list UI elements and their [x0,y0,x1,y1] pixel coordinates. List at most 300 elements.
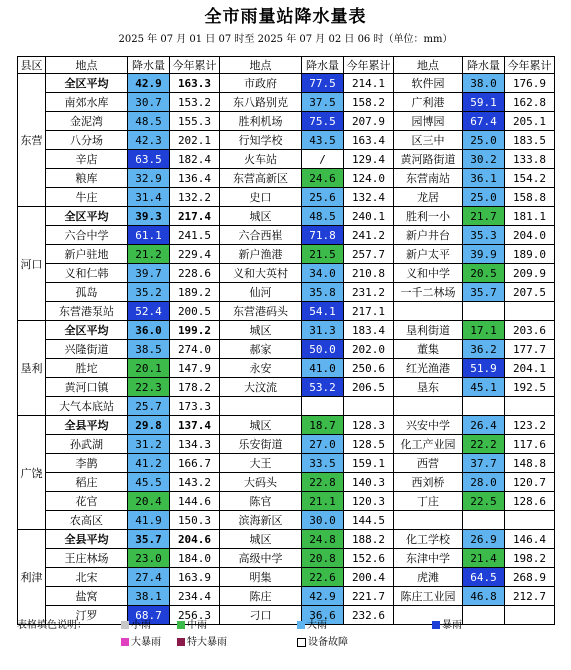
station-name-cell: 胜利机场 [220,112,302,131]
table-row [18,473,555,492]
rainfall-cell: 51.9 [463,359,505,378]
rainfall-cell: 45.5 [128,473,170,492]
year-total-cell: 134.3 [170,435,220,454]
year-total-cell: 184.0 [170,549,220,568]
year-total-cell: 182.4 [170,150,220,169]
year-total-cell: 163.3 [170,74,220,93]
year-total-cell: 250.6 [344,359,394,378]
header-cell: 地点 [220,57,302,74]
station-name-cell: 新户井台 [394,226,463,245]
table-header-row [18,57,555,74]
legend-item-heavy-rain: 大雨 [297,619,327,633]
heavy-rainstorm-swatch [121,638,129,646]
station-name-cell: 农高区 [46,511,128,530]
rainfall-cell: 42.9 [302,587,344,606]
year-total-cell: 132.2 [170,188,220,207]
rainfall-table [17,56,555,625]
rainfall-cell: 46.8 [463,587,505,606]
year-total-cell: 120.3 [344,492,394,511]
year-total-cell: 173.3 [170,397,220,416]
year-total-cell: 178.2 [170,378,220,397]
rainfall-cell: 35.2 [128,283,170,302]
year-total-cell: 146.4 [505,530,555,549]
legend-item-heavy-rainstorm: 大暴雨 [121,636,161,650]
year-total-cell: 207.5 [505,283,555,302]
rainfall-cell: 39.7 [128,264,170,283]
station-name-cell: 八分场 [46,131,128,150]
table-row [18,416,555,435]
rainfall-cell: 38.5 [128,340,170,359]
station-name-cell: 粮库 [46,169,128,188]
station-name-cell: 陈庄工业园 [394,587,463,606]
header-cell: 今年累计 [344,57,394,74]
rainfall-cell: 37.5 [302,93,344,112]
year-total-cell: 158.2 [344,93,394,112]
station-name-cell: 新户渔港 [220,245,302,264]
rainfall-cell: 35.7 [463,283,505,302]
table-row [18,169,555,188]
station-name-cell: 金泥湾 [46,112,128,131]
header-cell: 降水量 [128,57,170,74]
header-cell: 地点 [394,57,463,74]
table-row [18,530,555,549]
table-row [18,549,555,568]
station-name-cell: 胜利一小 [394,207,463,226]
station-name-cell: 大汶流 [220,378,302,397]
year-total-cell: 200.5 [170,302,220,321]
year-total-cell: 163.9 [170,568,220,587]
year-total-cell: 206.5 [344,378,394,397]
rainfall-cell: 41.0 [302,359,344,378]
year-total-cell: 123.2 [505,416,555,435]
rainfall-cell: / [302,150,344,169]
time-range-subtitle: 2025 年 07 月 01 日 07 时至 2025 年 07 月 02 日 06 时（单位：mm） [118,34,453,45]
table-row [18,226,555,245]
station-name-cell: 大气本底站 [46,397,128,416]
year-total-cell: 152.6 [344,549,394,568]
station-name-cell [394,511,463,530]
station-name-cell: 义和中学 [394,264,463,283]
year-total-cell: 177.7 [505,340,555,359]
station-name-cell: 高级中学 [220,549,302,568]
station-name-cell: 区三中 [394,131,463,150]
station-name-cell: 垦利街道 [394,321,463,340]
rainfall-cell: 20.4 [128,492,170,511]
rainfall-cell: 41.2 [128,454,170,473]
rainfall-cell: 21.2 [128,245,170,264]
station-name-cell: 园博园 [394,112,463,131]
station-name-cell: 东营港泵站 [46,302,128,321]
year-total-cell: 203.6 [505,321,555,340]
year-total-cell: 199.2 [170,321,220,340]
rainfall-cell: 29.8 [128,416,170,435]
year-total-cell: 183.5 [505,131,555,150]
station-name-cell: 虎滩 [394,568,463,587]
table-row [18,93,555,112]
table-row [18,378,555,397]
rainfall-cell: 27.4 [128,568,170,587]
rainfall-cell: 26.4 [463,416,505,435]
year-total-cell: 189.0 [505,245,555,264]
station-name-cell: 汀罗 [46,606,128,625]
station-name-cell: 义和大英村 [220,264,302,283]
year-total-cell: 158.8 [505,188,555,207]
station-name-cell: 西刘桥 [394,473,463,492]
rainfall-cell: 39.9 [463,245,505,264]
rainfall-cell: 31.4 [128,188,170,207]
year-total-cell: 217.1 [344,302,394,321]
rainfall-cell: 77.5 [302,74,344,93]
light-rain-swatch [121,621,129,629]
station-name-cell: 东营港码头 [220,302,302,321]
table-row [18,568,555,587]
station-name-cell: 城区 [220,321,302,340]
year-total-cell: 155.3 [170,112,220,131]
year-total-cell: 274.0 [170,340,220,359]
rainfall-cell [463,511,505,530]
year-total-cell: 205.1 [505,112,555,131]
rainfall-cell: 54.1 [302,302,344,321]
station-name-cell: 新户太平 [394,245,463,264]
year-total-cell: 204.1 [505,359,555,378]
station-name-cell: 乐安街道 [220,435,302,454]
year-total-cell: 148.8 [505,454,555,473]
rainfall-cell: 67.4 [463,112,505,131]
station-name-cell: 软件园 [394,74,463,93]
year-total-cell: 204.6 [170,530,220,549]
rainfall-cell: 25.0 [463,188,505,207]
table-row [18,511,555,530]
year-total-cell: 257.7 [344,245,394,264]
year-total-cell: 231.2 [344,283,394,302]
year-total-cell: 183.4 [344,321,394,340]
station-name-cell: 一千二林场 [394,283,463,302]
rainfall-cell: 20.8 [302,549,344,568]
rainfall-cell: 38.0 [463,74,505,93]
year-total-cell: 221.7 [344,587,394,606]
rainfall-cell: 20.5 [463,264,505,283]
year-total-cell: 124.0 [344,169,394,188]
year-total-cell: 128.5 [344,435,394,454]
page-title: 全市雨量站降水量表 [204,7,367,27]
station-name-cell: 刁口 [220,606,302,625]
station-name-cell: 广利港 [394,93,463,112]
equipment-fault-swatch [297,638,306,647]
rainfall-cell: 37.7 [463,454,505,473]
rainfall-cell: 21.1 [302,492,344,511]
table-row [18,454,555,473]
year-total-cell: 217.4 [170,207,220,226]
station-name-cell: 永安 [220,359,302,378]
rainfall-cell: 31.3 [302,321,344,340]
rainfall-cell: 31.2 [128,435,170,454]
rainfall-cell: 35.8 [302,283,344,302]
year-total-cell: 256.3 [170,606,220,625]
header-cell: 今年累计 [170,57,220,74]
year-total-cell: 228.6 [170,264,220,283]
year-total-cell: 210.8 [344,264,394,283]
station-name-cell: 全县平均 [46,530,128,549]
station-name-cell: 东营高新区 [220,169,302,188]
rainfall-cell: 35.3 [463,226,505,245]
rainfall-cell: 35.7 [128,530,170,549]
year-total-cell: 212.7 [505,587,555,606]
rainfall-cell: 36.6 [302,606,344,625]
station-name-cell: 胜坨 [46,359,128,378]
year-total-cell: 129.4 [344,150,394,169]
table-row [18,283,555,302]
rainfall-cell: 34.0 [302,264,344,283]
legend-item-light-rain: 小雨 [121,619,151,633]
station-name-cell: 王庄林场 [46,549,128,568]
legend-item-equipment-fault: 设备故障 [297,636,348,650]
rainfall-cell: 48.5 [302,207,344,226]
rainfall-cell: 53.2 [302,378,344,397]
rainfall-cell: 75.5 [302,112,344,131]
year-total-cell: 128.6 [505,492,555,511]
table-row [18,302,555,321]
year-total-cell: 204.0 [505,226,555,245]
table-row [18,435,555,454]
rainfall-cell: 42.3 [128,131,170,150]
station-name-cell: 孤岛 [46,283,128,302]
table-row [18,245,555,264]
station-name-cell: 城区 [220,530,302,549]
table-row [18,188,555,207]
station-name-cell: 全区平均 [46,321,128,340]
station-name-cell: 孙武湖 [46,435,128,454]
rainfall-cell: 22.2 [463,435,505,454]
station-name-cell: 大王 [220,454,302,473]
station-name-cell [394,302,463,321]
table-row [18,112,555,131]
rainfall-cell: 68.7 [128,606,170,625]
station-name-cell: 牛庄 [46,188,128,207]
table-row [18,264,555,283]
station-name-cell: 垦东 [394,378,463,397]
table-row [18,359,555,378]
rainfall-cell: 17.1 [463,321,505,340]
year-total-cell: 268.9 [505,568,555,587]
year-total-cell: 144.5 [344,511,394,530]
rainfall-cell [463,397,505,416]
station-name-cell: 东营南站 [394,169,463,188]
rainfall-cell: 50.0 [302,340,344,359]
station-name-cell: 北宋 [46,568,128,587]
year-total-cell: 132.4 [344,188,394,207]
legend-label: 表格填色说明： [17,620,87,631]
station-name-cell: 黄河路街道 [394,150,463,169]
rainfall-cell: 28.0 [463,473,505,492]
rainfall-cell: 25.6 [302,188,344,207]
year-total-cell: 232.6 [344,606,394,625]
year-total-cell: 207.9 [344,112,394,131]
year-total-cell: 200.4 [344,568,394,587]
table-row [18,207,555,226]
header-cell: 降水量 [463,57,505,74]
rainfall-cell: 39.3 [128,207,170,226]
station-name-cell: 六合西崔 [220,226,302,245]
year-total-cell: 214.1 [344,74,394,93]
rainfall-cell: 32.9 [128,169,170,188]
rainfall-cell: 41.9 [128,511,170,530]
year-total-cell: 209.9 [505,264,555,283]
rainfall-cell: 36.1 [463,169,505,188]
rainstorm-swatch [432,621,440,629]
extreme-rainstorm-swatch [177,638,185,646]
header-cell: 地点 [46,57,128,74]
rainfall-cell: 22.5 [463,492,505,511]
header-cell: 降水量 [302,57,344,74]
station-name-cell: 李鹊 [46,454,128,473]
station-name-cell: 六合中学 [46,226,128,245]
station-name-cell: 义和仁韩 [46,264,128,283]
rainfall-cell: 63.5 [128,150,170,169]
table-row [18,492,555,511]
rainfall-cell: 48.5 [128,112,170,131]
legend-item-extreme-rainstorm: 特大暴雨 [177,636,227,650]
station-name-cell: 全区平均 [46,74,128,93]
rainfall-cell: 24.8 [302,530,344,549]
station-name-cell: 全县平均 [46,416,128,435]
year-total-cell [505,302,555,321]
station-name-cell: 大码头 [220,473,302,492]
rainfall-cell: 22.8 [302,473,344,492]
rainfall-cell: 52.4 [128,302,170,321]
station-name-cell: 行知学校 [220,131,302,150]
station-name-cell: 东八路别克 [220,93,302,112]
rainfall-cell [302,397,344,416]
rainfall-cell: 36.0 [128,321,170,340]
rainfall-table-body [18,57,555,625]
year-total-cell: 137.4 [170,416,220,435]
rainfall-cell: 71.8 [302,226,344,245]
year-total-cell: 150.3 [170,511,220,530]
rainfall-cell: 59.1 [463,93,505,112]
year-total-cell: 192.5 [505,378,555,397]
rainfall-cell: 30.0 [302,511,344,530]
station-name-cell: 黄河口镇 [46,378,128,397]
station-name-cell: 南郊水库 [46,93,128,112]
district-cell: 利津 [18,530,46,625]
rainfall-cell: 64.5 [463,568,505,587]
year-total-cell: 181.1 [505,207,555,226]
rainfall-cell: 18.7 [302,416,344,435]
header-cell: 今年累计 [505,57,555,74]
year-total-cell: 188.2 [344,530,394,549]
station-name-cell: 郝家 [220,340,302,359]
station-name-cell: 滨海新区 [220,511,302,530]
year-total-cell: 176.9 [505,74,555,93]
header-cell: 县区 [18,57,46,74]
rainfall-cell: 26.9 [463,530,505,549]
year-total-cell: 162.8 [505,93,555,112]
year-total-cell: 153.2 [170,93,220,112]
station-name-cell: 城区 [220,207,302,226]
year-total-cell: 202.0 [344,340,394,359]
rainfall-cell: 43.5 [302,131,344,150]
table-row [18,74,555,93]
rainfall-cell: 22.3 [128,378,170,397]
rainfall-cell: 21.7 [463,207,505,226]
station-name-cell: 龙居 [394,188,463,207]
district-cell: 东营 [18,74,46,207]
station-name-cell: 火车站 [220,150,302,169]
year-total-cell: 133.8 [505,150,555,169]
rainfall-cell: 22.6 [302,568,344,587]
year-total-cell: 144.6 [170,492,220,511]
station-name-cell: 全区平均 [46,207,128,226]
station-name-cell: 史口 [220,188,302,207]
station-name-cell: 盐窝 [46,587,128,606]
station-name-cell: 兴安中学 [394,416,463,435]
legend-item-rainstorm: 暴雨 [432,619,462,633]
rainfall-cell: 23.0 [128,549,170,568]
station-name-cell: 化工学校 [394,530,463,549]
rainfall-cell: 42.9 [128,74,170,93]
year-total-cell: 147.9 [170,359,220,378]
rainfall-cell: 38.1 [128,587,170,606]
station-name-cell: 红光渔港 [394,359,463,378]
legend-item-moderate-rain: 中雨 [177,619,207,633]
year-total-cell: 163.4 [344,131,394,150]
rainfall-cell: 20.1 [128,359,170,378]
year-total-cell: 136.4 [170,169,220,188]
heavy-rain-swatch [297,621,305,629]
station-name-cell: 兴隆街道 [46,340,128,359]
station-name-cell: 城区 [220,416,302,435]
district-cell: 河口 [18,207,46,321]
year-total-cell: 202.1 [170,131,220,150]
rainfall-cell: 61.1 [128,226,170,245]
year-total-cell: 120.7 [505,473,555,492]
rainfall-cell: 30.7 [128,93,170,112]
table-row [18,340,555,359]
year-total-cell: 143.2 [170,473,220,492]
station-name-cell: 东津中学 [394,549,463,568]
year-total-cell: 154.2 [505,169,555,188]
district-cell: 垦利 [18,321,46,416]
year-total-cell: 189.2 [170,283,220,302]
moderate-rain-swatch [177,621,185,629]
station-name-cell: 陈官 [220,492,302,511]
rainfall-cell: 25.0 [463,131,505,150]
station-name-cell: 稻庄 [46,473,128,492]
station-name-cell: 市政府 [220,74,302,93]
district-cell: 广饶 [18,416,46,530]
rainfall-cell: 27.0 [302,435,344,454]
station-name-cell: 新户驻地 [46,245,128,264]
year-total-cell: 240.1 [344,207,394,226]
rainfall-cell: 36.2 [463,340,505,359]
station-name-cell: 化工产业园 [394,435,463,454]
station-name-cell: 西营 [394,454,463,473]
rainfall-cell: 33.5 [302,454,344,473]
year-total-cell [344,397,394,416]
year-total-cell: 159.1 [344,454,394,473]
year-total-cell: 128.3 [344,416,394,435]
table-row [18,321,555,340]
year-total-cell: 140.3 [344,473,394,492]
station-name-cell [394,397,463,416]
table-row [18,397,555,416]
rainfall-cell: 21.4 [463,549,505,568]
station-name-cell: 花官 [46,492,128,511]
station-name-cell [220,397,302,416]
station-name-cell: 仙河 [220,283,302,302]
rainfall-cell: 25.7 [128,397,170,416]
year-total-cell [505,397,555,416]
